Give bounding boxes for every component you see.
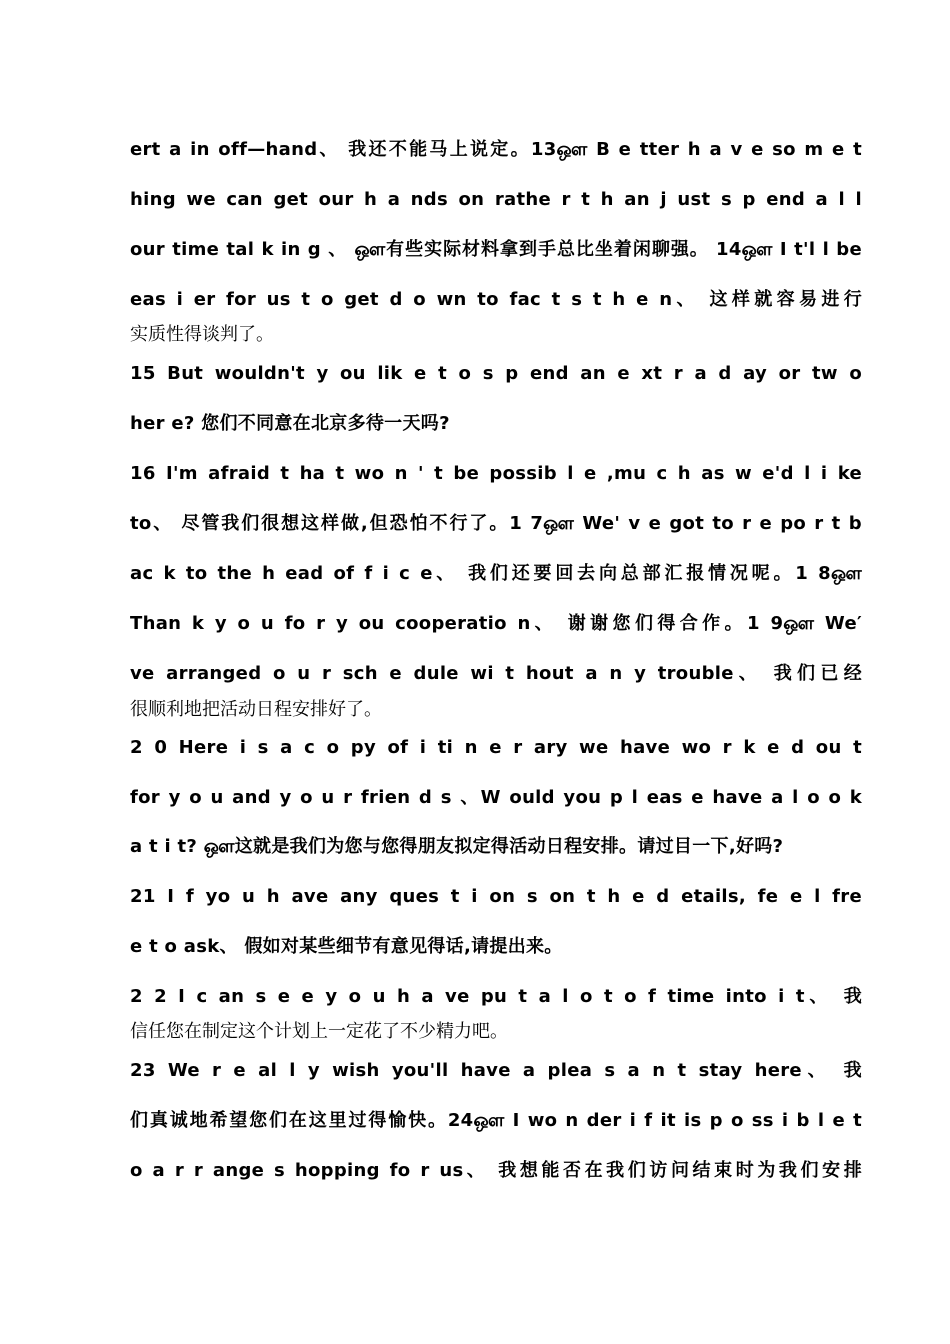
text-line-6: 15 But wouldn't y ou lik e t o s p end an e xt r a d ay or tw o bbox=[130, 363, 862, 384]
text-line-4: eas i er for us t o get d o wn to fac t s t h e n、 这样就容易进行 bbox=[130, 289, 862, 310]
text-line-10: ac k to the h ead of f i c e、 我们还要回去向总部汇报情况呢。1 8ஔ bbox=[130, 563, 862, 584]
text-line-16: a t i t? ஔ这就是我们为您与您得朋友拟定得活动日程安排。请过目一下,好吗? bbox=[130, 836, 784, 857]
text-line-12: ve arranged o u r sch e dule wi t hout a n y trouble、 我们已经 bbox=[130, 663, 862, 684]
text-line-23: o a r r ange s hopping fo r us、 我想能否在我们访问结束时为我们安排 bbox=[130, 1160, 862, 1181]
text-line-19: 2 2 I c an s e e y o u h a ve pu t a l o t o f time into i t、 我 bbox=[130, 986, 862, 1007]
text-line-9: to、 尽管我们很想这样做,但恐怕不行了。1 7ஔ We' v e got to r e po r t b bbox=[130, 513, 862, 534]
text-line-21: 23 We r e al l y wish you'll have a plea s a n t stay here、 我 bbox=[130, 1060, 862, 1081]
text-line-5: 实质性得谈判了。 bbox=[130, 324, 274, 345]
text-line-22: 们真诚地希望您们在这里过得愉快。24ஔ I wo n der i f it is p o ss i b l e t bbox=[130, 1110, 862, 1131]
text-line-14: 2 0 Here i s a c o py of i ti n e r ary we have wo r k e d ou t bbox=[130, 737, 862, 758]
text-line-8: 16 I'm afraid t ha t wo n ' t be possib l e ,mu c h as w e'd l i ke bbox=[130, 463, 862, 484]
text-line-17: 21 I f yo u h ave any ques t i on s on t h e d etails, fe e l fre bbox=[130, 886, 862, 907]
text-line-3: our time tal k in g 、 ஔ有些实际材料拿到手总比坐着闲聊强。 14ஔ I t'l l be bbox=[130, 239, 862, 260]
text-line-2: hing we can get our h a nds on rathe r t h an j ust s p end a l l bbox=[130, 189, 862, 210]
text-line-20: 信任您在制定这个计划上一定花了不少精力吧。 bbox=[130, 1021, 508, 1042]
text-line-18: e t o ask、 假如对某些细节有意见得话,请提出来。 bbox=[130, 936, 563, 957]
text-line-15: for y o u and y o u r frien d s 、W ould you p l eas e have a l o o k bbox=[130, 787, 862, 808]
text-line-1: ert a in off—hand、 我还不能马上说定。13ஔ B e tter h a v e so m e t bbox=[130, 139, 862, 160]
text-line-11: Than k y o u fo r y ou cooperatio n、 谢谢您们得合作。1 9ஔ We′ bbox=[130, 613, 862, 634]
text-line-13: 很顺利地把活动日程安排好了。 bbox=[130, 699, 382, 720]
text-line-7: her e? 您们不同意在北京多待一天吗? bbox=[130, 413, 450, 434]
